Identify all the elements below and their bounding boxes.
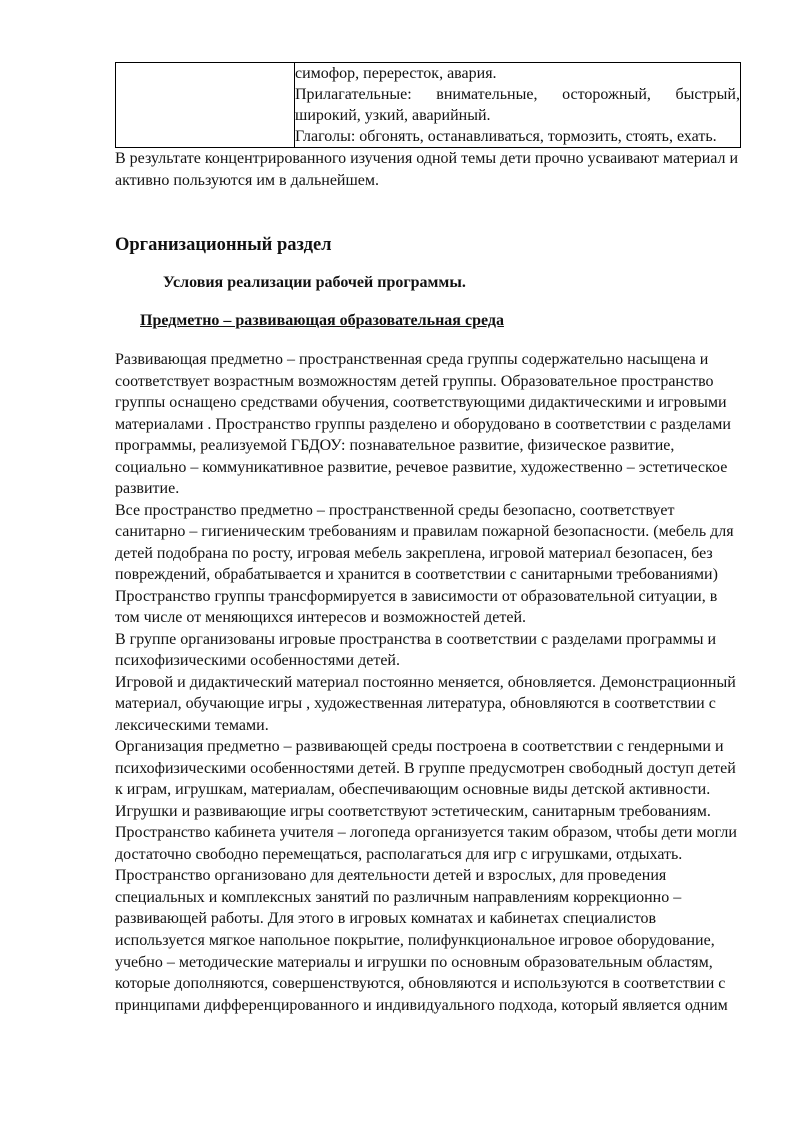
vocabulary-line: широкий, узкий, аварийный. bbox=[295, 107, 491, 124]
table-row bbox=[116, 63, 741, 148]
paragraph: Организация предметно – развивающей среды построена в соответствии с гендерными и психофизическими особенностями детей. В группе предусмотрен свободный доступ детей к играм, игрушкам, материалам, обеспечивающим основные виды детской активности. Игрушки и развивающие игры соответствуют эстетическим, санитарным требованиям. bbox=[115, 738, 736, 820]
subsection-title: Предметно – развивающая образовательная среда bbox=[140, 312, 504, 329]
document-page bbox=[115, 62, 741, 1016]
intro-paragraph: В результате концентрированного изучения одной темы дети прочно усваивают материал и активно пользуются им в дальнейшем. bbox=[115, 150, 739, 189]
paragraph: Пространство группы трансформируется в зависимости от образовательной ситуации, в том числе от меняющихся интересов и возможностей детей. bbox=[115, 587, 718, 626]
section-title: Организационный раздел bbox=[115, 235, 332, 255]
table-cell-empty bbox=[116, 63, 295, 148]
vocabulary-line: Прилагательные: внимательные, осторожный, быстрый, bbox=[295, 86, 740, 103]
vocabulary-line: симофор, перересток, авария. bbox=[295, 65, 497, 82]
paragraph: Игровой и дидактический материал постоянно меняется, обновляется. Демонстрационный материал, обучающие игры , художественная литература, обновляются в соответствии с лексическими темами. bbox=[115, 673, 736, 734]
paragraph: Пространство кабинета учителя – логопеда организуется таким образом, чтобы дети могли достаточно свободно перемещаться, располагаться для игр с игрушками, отдыхать. Пространство организовано для деятельности детей и взрослых, для проведения специальных и комплексных занятий по различным направлениям коррекционно – развивающей работы. Для этого в игровых комнатах и кабинетах специалистов используется мягкое напольное покрытие, полифункциональное игровое оборудование, учебно – методические материалы и игрушки по основным образовательным областям, которые дополняются, совершенствуются, обновляются и используются в соответствии с принципами дифференцированного и индивидуального подхода, который является одним bbox=[115, 824, 737, 1014]
subtitle: Условия реализации рабочей программы. bbox=[163, 274, 466, 291]
vocabulary-table bbox=[115, 62, 741, 148]
table-cell-vocabulary bbox=[295, 63, 741, 148]
vocabulary-line: Глаголы: обгонять, останавливаться, тормозить, стоять, ехать. bbox=[295, 128, 717, 145]
paragraph: Все пространство предметно – пространственной среды безопасно, соответствует санитарно – гигиеническим требованиям и правилам пожарной безопасности. (мебель для детей подобрана по росту, игровая мебель закреплена, игровой материал безопасен, без повреждений, обрабатывается и хранится в соответствии с санитарными требованиями) bbox=[115, 501, 734, 583]
paragraph: В группе организованы игровые пространства в соответствии с разделами программы и психофизическими особенностями детей. bbox=[115, 630, 717, 669]
paragraph: Развивающая предметно – пространственная среда группы содержательно насыщена и соответствует возрастным возможностям детей группы. Образовательное пространство группы оснащено средствами обучения, соответствующими дидактическими и игровыми материалами . Пространство группы разделено и оборудовано в соответствии с разделами программы, реализуемой ГБДОУ: познавательное развитие, физическое развитие, социально – коммуникативное развитие, речевое развитие, художественно – эстетическое развитие. bbox=[115, 351, 731, 497]
